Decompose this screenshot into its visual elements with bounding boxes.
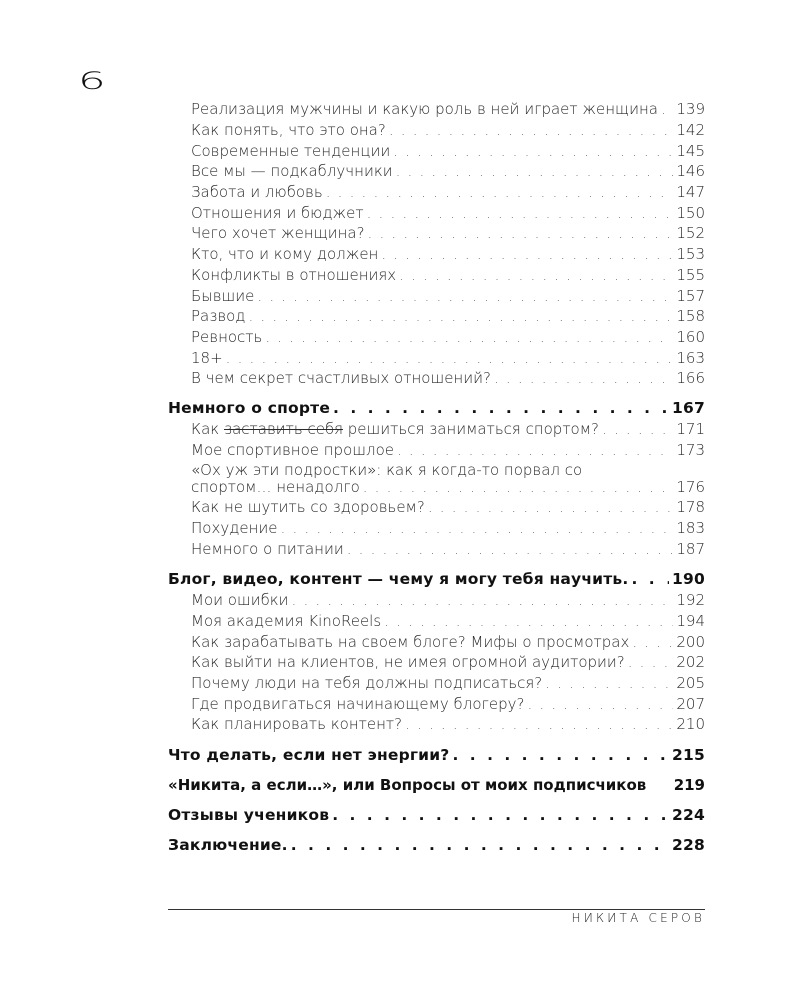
- toc-leader-dots: [545, 674, 673, 692]
- toc-leader-dots: [292, 591, 674, 609]
- toc-chapter-title: Блог, видео, контент — чему я могу тебя научить.: [168, 570, 629, 588]
- toc-entry-page: 207: [676, 695, 705, 713]
- footer-divider: [168, 909, 705, 910]
- toc-chapter-title: Отзывы учеников: [168, 806, 330, 824]
- toc-leader-dots: [226, 349, 674, 367]
- toc-chapter-page: 215: [672, 746, 705, 764]
- toc-entry-title-suffix: решиться заниматься спортом?: [343, 420, 600, 438]
- toc-entry[interactable]: [168, 478, 705, 496]
- toc-chapter[interactable]: [168, 836, 705, 854]
- toc-chapter-page: 190: [672, 570, 705, 588]
- toc-leader-dots: [384, 612, 673, 630]
- toc-leader-dots: [428, 498, 674, 516]
- toc-entry-title: Как понять, что это она?: [191, 121, 386, 139]
- toc-entry[interactable]: [168, 100, 705, 118]
- toc-entry[interactable]: [168, 204, 705, 222]
- toc-entry-page: 171: [676, 420, 705, 438]
- toc-entry-title: Мои ошибки: [191, 591, 289, 609]
- toc-entry-title: Бывшие: [191, 287, 255, 305]
- toc-entry-title: спортом… ненадолго: [191, 478, 360, 496]
- toc-entry[interactable]: [168, 540, 705, 558]
- toc-entry-page: 192: [676, 591, 705, 609]
- toc-entry-title: Реализация мужчины и какую роль в ней играет женщина: [191, 100, 658, 118]
- toc-chapter[interactable]: [168, 570, 705, 588]
- toc-entry-page: 202: [676, 653, 705, 671]
- toc-leader-dots: [389, 121, 674, 139]
- toc-entry[interactable]: [168, 695, 705, 713]
- toc-leader-dots: [333, 399, 669, 417]
- toc-entry-page: 152: [676, 224, 705, 242]
- toc-entry-title-prefix: Как: [191, 420, 224, 438]
- toc-entry[interactable]: [168, 498, 705, 516]
- toc-leader-dots: [381, 245, 673, 263]
- toc-entry-page: 160: [676, 328, 705, 346]
- toc-entry-page: 166: [676, 369, 705, 387]
- toc-chapter-title: Немного о спорте: [168, 399, 331, 417]
- toc-entry[interactable]: [168, 183, 705, 201]
- toc-leader-dots: [291, 836, 669, 854]
- toc-leader-dots: [265, 328, 673, 346]
- toc-entry[interactable]: [168, 224, 705, 242]
- toc-chapter[interactable]: [168, 776, 705, 794]
- toc-entry-page: 183: [676, 519, 705, 537]
- toc-leader-dots: [368, 224, 674, 242]
- toc-leader-dots: [396, 162, 674, 180]
- toc-entry-page: 194: [676, 612, 705, 630]
- toc-entry-title: Кто, что и кому должен: [191, 245, 379, 263]
- toc-entry[interactable]: [168, 633, 705, 651]
- toc-entry-page: 173: [676, 441, 705, 459]
- toc-entry[interactable]: [168, 420, 705, 438]
- toc-entry-title: Почему люди на тебя должны подписаться?: [191, 674, 543, 692]
- toc-leader-dots: [405, 715, 673, 733]
- toc-entry-title: Мое спортивное прошлое: [191, 441, 394, 459]
- toc-entry-page: 147: [676, 183, 705, 201]
- toc-chapter[interactable]: [168, 806, 705, 824]
- toc-entry-title: Развод: [191, 307, 246, 325]
- toc-entry-page: 205: [676, 674, 705, 692]
- toc-chapter-title: Что делать, если нет энергии?: [168, 746, 450, 764]
- toc-entry-page: 146: [676, 162, 705, 180]
- toc-entry-title: Немного о питании: [191, 540, 344, 558]
- toc-entry-title: Как зарабатывать на своем блоге? Мифы о просмотрах: [191, 633, 630, 651]
- toc-entry[interactable]: [168, 142, 705, 160]
- toc-entry-title-struck: заставить себя: [223, 420, 343, 438]
- toc-entry-title: Как выйти на клиентов, не имея огромной аудитории?: [191, 653, 625, 671]
- toc-leader-dots: [527, 695, 673, 713]
- toc-entry-page: 163: [676, 349, 705, 367]
- toc-entry-title: Отношения и бюджет: [191, 204, 364, 222]
- toc-entry-page: 200: [676, 633, 705, 651]
- toc-chapter-page: 224: [672, 806, 705, 824]
- toc-entry-page: 157: [676, 287, 705, 305]
- toc-entry[interactable]: [168, 266, 705, 284]
- toc-leader-dots: [602, 420, 673, 438]
- toc-leader-dots: [367, 204, 674, 222]
- toc-entry[interactable]: [168, 715, 705, 733]
- toc-entry[interactable]: [168, 349, 705, 367]
- toc-entry-title: Чего хочет женщина?: [191, 224, 365, 242]
- toc-entry-page: 187: [676, 540, 705, 558]
- toc-entry[interactable]: [168, 674, 705, 692]
- toc-entry-page: 142: [676, 121, 705, 139]
- toc-entry-page: 139: [676, 100, 705, 118]
- toc-leader-dots: [248, 307, 673, 325]
- toc-entry-title: Как планировать контент?: [191, 715, 403, 733]
- toc-leader-dots: [628, 653, 674, 671]
- toc-entry-title: Ревность: [191, 328, 263, 346]
- toc-entry-title: Как не шутить со здоровьем?: [191, 498, 425, 516]
- toc-leader-dots: [397, 441, 673, 459]
- toc-chapter-page: 167: [672, 399, 705, 417]
- toc-entry-page: 210: [676, 715, 705, 733]
- toc-leader-dots: [347, 540, 674, 558]
- page-number: 6: [78, 67, 106, 96]
- toc-leader-dots: [399, 266, 673, 284]
- toc-entry-title: Все мы — подкаблучники: [191, 162, 393, 180]
- toc-leader-dots: [393, 142, 673, 160]
- toc-entry[interactable]: [168, 162, 705, 180]
- toc-entry[interactable]: [168, 328, 705, 346]
- footer-author: НИКИТА СЕРОВ: [571, 911, 705, 925]
- toc-entry-title: Современные тенденции: [191, 142, 391, 160]
- toc-entry[interactable]: [168, 287, 705, 305]
- toc-entry-page: 153: [676, 245, 705, 263]
- toc-entry-page: 145: [676, 142, 705, 160]
- toc-chapter-page: 228: [672, 836, 705, 854]
- toc-entry-title: 18+: [191, 349, 223, 367]
- toc-entry-title: В чем секрет счастливых отношений?: [191, 369, 491, 387]
- toc-chapter-title: «Никита, а если…», или Вопросы от моих подписчиков: [168, 776, 647, 794]
- toc-entry-title: Где продвигаться начинающему блогеру?: [191, 695, 525, 713]
- toc-entry[interactable]: [168, 245, 705, 263]
- toc-leader-dots: [332, 806, 669, 824]
- toc-entry[interactable]: [168, 369, 705, 387]
- toc-entry-page: 176: [676, 478, 705, 496]
- toc-entry-title: Конфликты в отношениях: [191, 266, 397, 284]
- toc-entry-title: Забота и любовь: [191, 183, 323, 201]
- toc-leader-dots: [453, 746, 670, 764]
- toc-entry[interactable]: [168, 653, 705, 671]
- toc-entry[interactable]: [168, 519, 705, 537]
- toc-entry-page: 155: [676, 266, 705, 284]
- toc-leader-dots: [363, 478, 674, 496]
- toc-leader-dots: [494, 369, 673, 387]
- toc-chapter[interactable]: [168, 399, 705, 417]
- toc-entry[interactable]: [168, 121, 705, 139]
- toc-leader-dots: [326, 183, 674, 201]
- toc-entry-title: Моя академия KinoReels: [191, 612, 382, 630]
- toc-entry-page: 150: [676, 204, 705, 222]
- toc-chapter-page: 219: [673, 776, 705, 794]
- toc-entry-page: 158: [676, 307, 705, 325]
- toc-leader-dots: [661, 100, 673, 118]
- toc-leader-dots: [281, 519, 674, 537]
- toc-leader-dots: [632, 633, 673, 651]
- toc-entry[interactable]: [168, 307, 705, 325]
- toc-entry[interactable]: [168, 591, 705, 609]
- toc-entry-title: [191, 420, 599, 438]
- toc-entry-title-line1: «Ох уж эти подростки»: как я когда-то порвал со: [191, 461, 583, 479]
- toc-chapter-title: Заключение.: [168, 836, 288, 854]
- toc-chapter[interactable]: [168, 746, 705, 764]
- toc-leader-dots: [257, 287, 673, 305]
- toc-entry-title: Похудение: [191, 519, 278, 537]
- toc-leader-dots: [632, 570, 670, 588]
- toc-entry-page: 178: [676, 498, 705, 516]
- toc-entry[interactable]: [168, 612, 705, 630]
- toc-entry[interactable]: [168, 441, 705, 459]
